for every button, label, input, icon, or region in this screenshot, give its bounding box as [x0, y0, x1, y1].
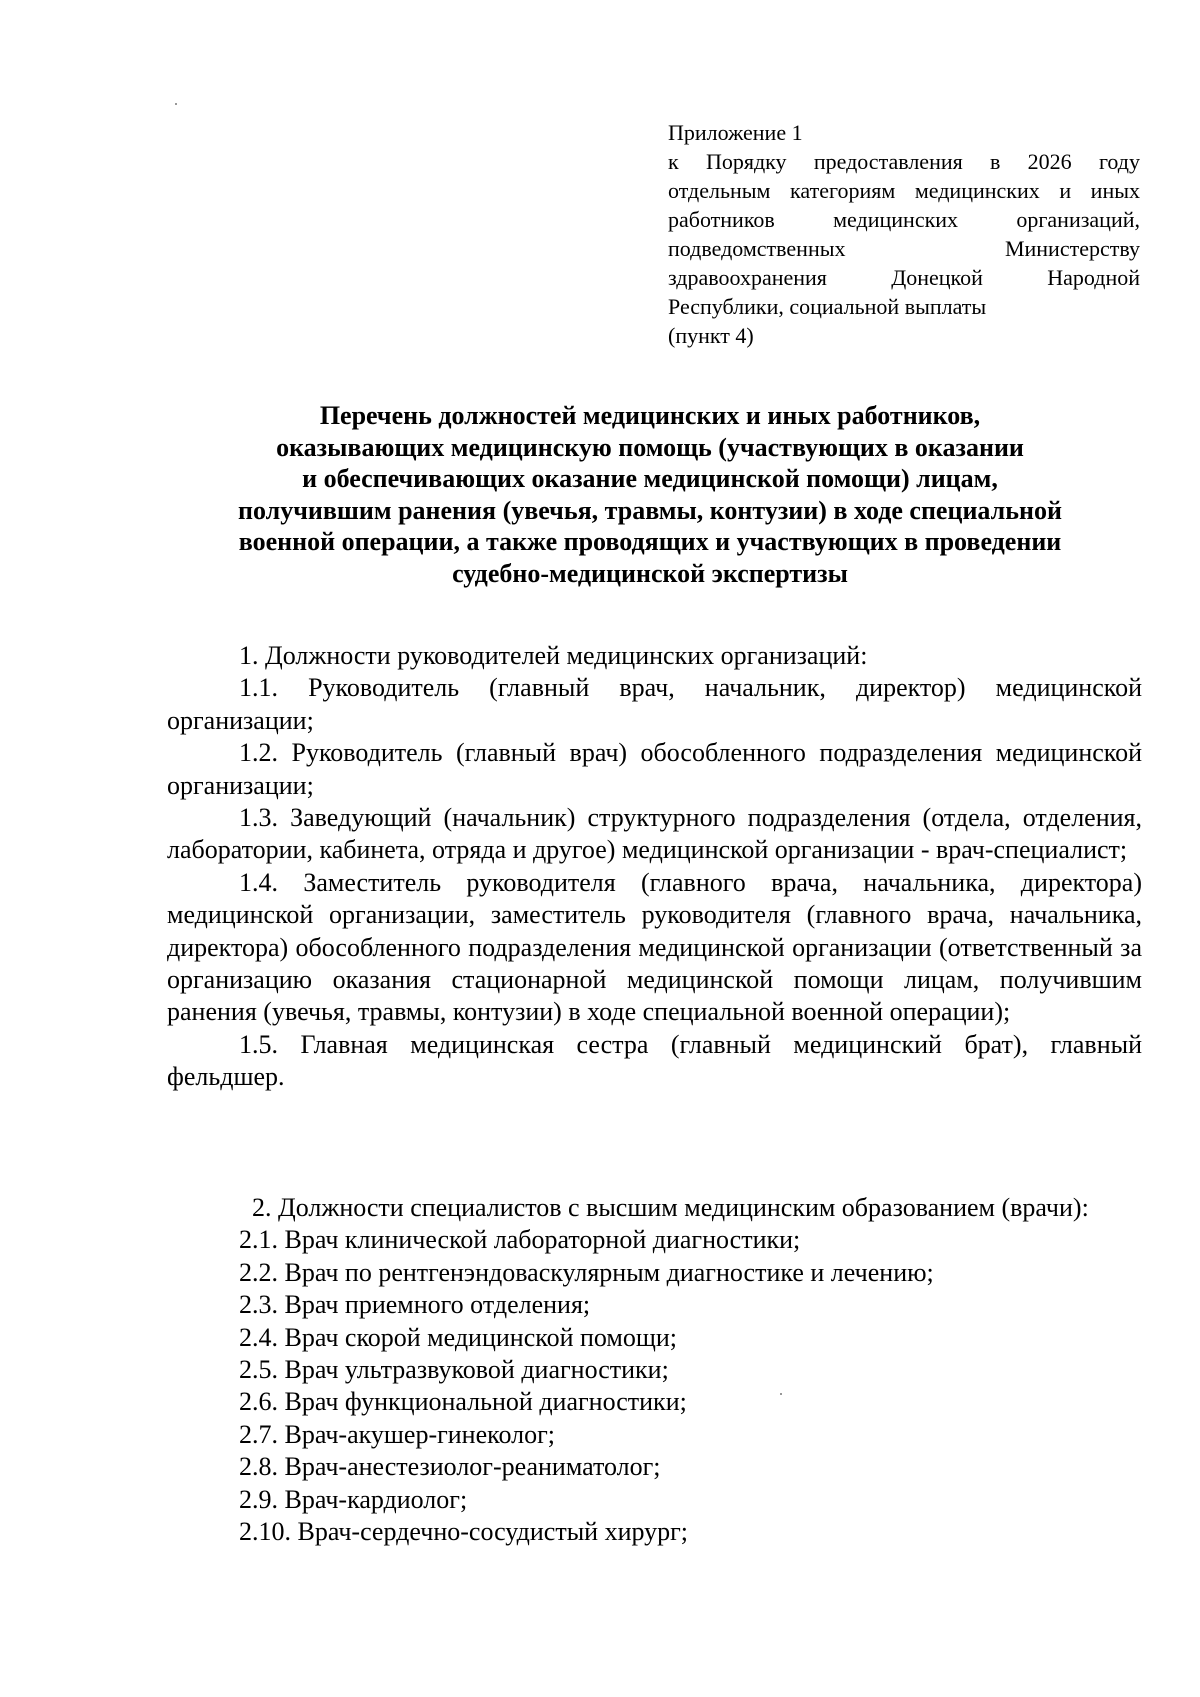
appendix-line: (пункт 4): [668, 323, 754, 348]
title-line: получившим ранения (увечья, травмы, контузии) в ходе специальной: [238, 495, 1062, 525]
list-item: 1.5. Главная медицинская сестра (главный медицинский брат), главный фельдшер.: [167, 1029, 1142, 1092]
appendix-line: здравоохранения Донецкой Народной: [668, 265, 1140, 290]
document-title: [160, 400, 1140, 589]
title-line: военной операции, а также проводящих и участвующих в проведении: [238, 527, 1062, 556]
section-2: [167, 1192, 1142, 1548]
section-heading: 2. Должности специалистов с высшим медицинским образованием (врачи):: [252, 1193, 1089, 1222]
scan-speck: [175, 103, 177, 105]
title-line: оказывающих медицинскую помощь (участвующих в оказании: [276, 432, 1024, 462]
list-item: 2.9. Врач-кардиолог;: [239, 1484, 468, 1514]
list-item: 2.1. Врач клинической лабораторной диагностики;: [239, 1225, 801, 1255]
list-item: 1.4. Заместитель руководителя (главного врача, начальника, директора) медицинской организации, заместитель руководителя (главного врача, начальника, директора) обособленного подразделения медицинской организации (ответственный за организацию оказания стационарной медицинской помощи лицам, получившим ранения (увечья, травмы, контузии) в ходе специальной военной операции);: [167, 867, 1142, 1027]
list-item: 2.8. Врач-анестезиолог-реаниматолог;: [239, 1452, 661, 1482]
list-item: 1.1. Руководитель (главный врач, начальник, директор) медицинской организации;: [167, 673, 1142, 735]
list-item: 2.7. Врач-акушер-гинеколог;: [239, 1419, 555, 1449]
list-item: 2.2. Врач по рентгенэндоваскулярным диагностике и лечению;: [239, 1257, 934, 1287]
list-item: 2.4. Врач скорой медицинской помощи;: [239, 1322, 678, 1352]
appendix-label: Приложение 1: [668, 120, 803, 145]
list-item: 1.3. Заведующий (начальник) структурного подразделения (отдела, отделения, лаборатории, кабинета, отряда и другое) медицинской организации - врач-специалист;: [167, 803, 1142, 865]
title-line: и обеспечивающих оказание медицинской помощи) лицам,: [302, 464, 998, 493]
title-line: судебно-медицинской экспертизы: [452, 558, 848, 588]
appendix-line: Республики, социальной выплаты: [668, 294, 987, 319]
appendix-line: к Порядку предоставления в 2026 году: [668, 149, 1140, 174]
list-item: 2.10. Врач-сердечно-сосудистый хирург;: [239, 1517, 689, 1547]
appendix-line: работников медицинских организаций,: [668, 207, 1140, 232]
appendix-block: [668, 118, 1140, 350]
list-item: 2.3. Врач приемного отделения;: [239, 1290, 591, 1320]
section-heading: 1. Должности руководителей медицинских организаций:: [239, 641, 868, 670]
appendix-line: подведомственных Министерству: [668, 236, 1140, 261]
list-item: 2.6. Врач функциональной диагностики;: [239, 1387, 687, 1417]
list-item: 1.2. Руководитель (главный врач) обособленного подразделения медицинской организации;: [167, 738, 1142, 800]
list-item: 2.5. Врач ультразвуковой диагностики;: [239, 1355, 669, 1385]
appendix-line: отдельным категориям медицинских и иных: [668, 178, 1140, 203]
section-1: [167, 640, 1142, 1094]
title-line: Перечень должностей медицинских и иных работников,: [319, 401, 981, 430]
